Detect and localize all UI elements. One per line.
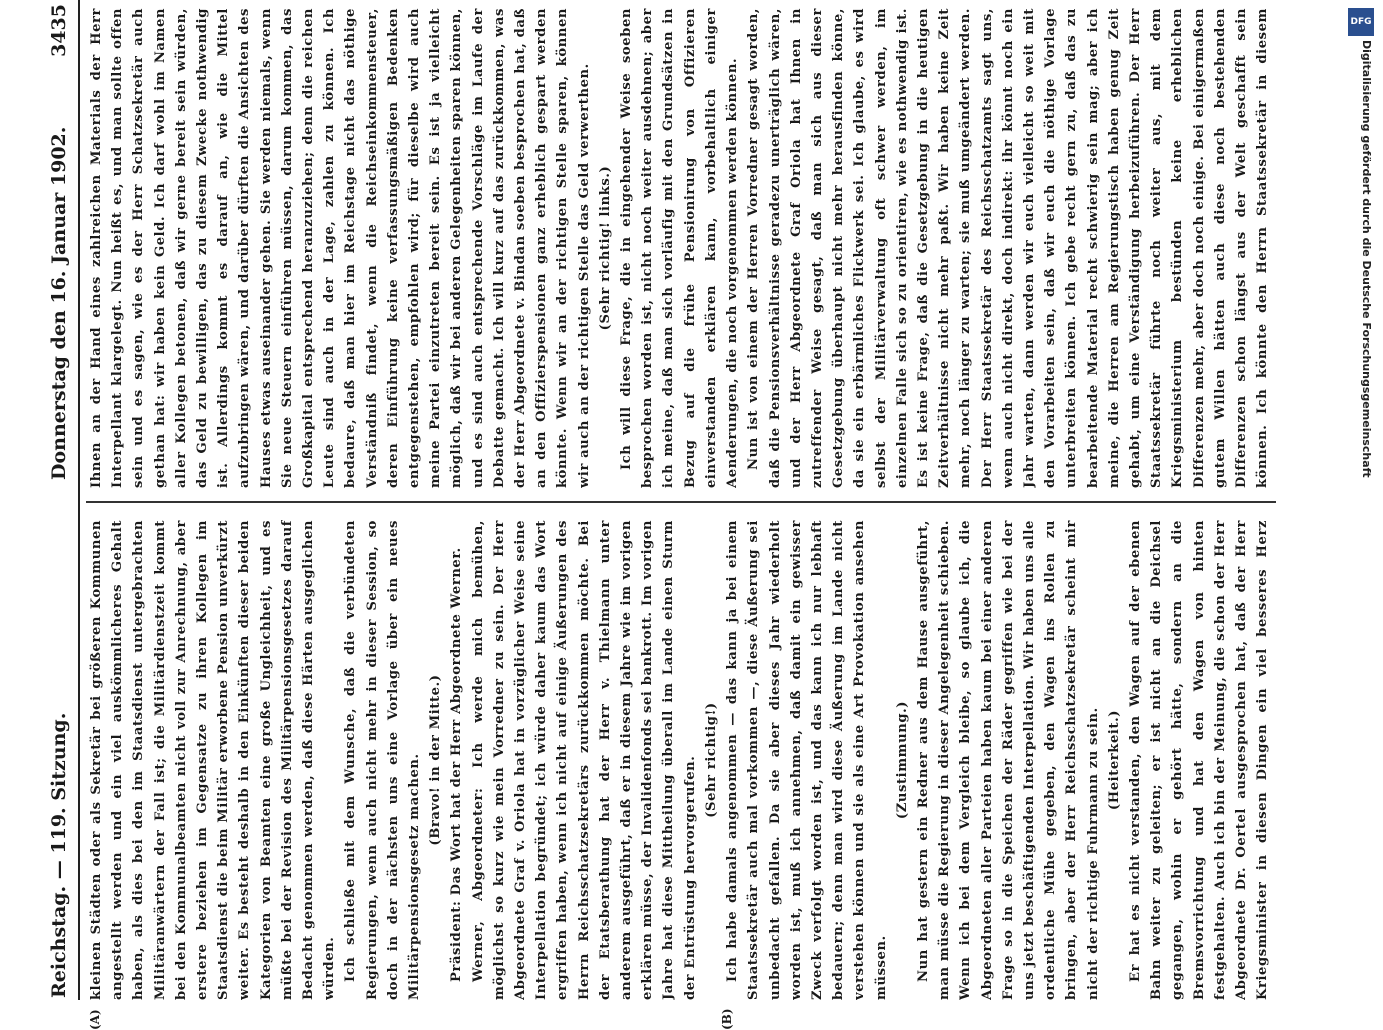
column-divider [86, 501, 1276, 503]
interjection: (Sehr richtig! links.) [595, 8, 616, 488]
header-left: Reichstag. — 119. Sitzung. [48, 713, 70, 998]
paragraph: Ich habe damals angenommen — das kann ja bei einem Staatssekretär auch mal vorkommen —, diese Äußerung sei unbedacht gefallen. Da sie aber dieses Jahr wiederholt worden ist, muß ich annehmen, daß damit ein gewisser Zweck verfolgt worden ist, und das kann ich nur lebhaft bedauern; denn man wird diese Äußerung im Lande nicht verstehen können und sie als eine Art Provokation ansehen müssen. [722, 520, 892, 1000]
paragraph: Nun hat gestern ein Redner aus dem Hause ausgeführt, man müsse die Regierung in dieser Angelegenheit schieben. Wenn ich bei dem Vergleich bleibe, so glaube ich, die Abgeordneten aller Parteien haben kaum bei einer anderen Frage so in die Speichen der Räder gegriffen wie bei der uns jetzt beschäftigenden Interpellation. Wir haben uns alle ordentliche Mühe gegeben, den Wagen ins Rollen zu bringen, aber der Herr Reichsschatzsekretär scheint mir nicht der richtige Fuhrmann zu sein. [913, 520, 1104, 1000]
paragraph: Nun ist von einem der Herren Vorredner gesagt worden, daß die Pensionsverhältnisse geradezu unerträglich wären, und der Herr Abgeordnete Graf Oriola hat Ihnen in zutreffender Weise gesagt, daß man sich aus dieser Gesetzgebung überhaupt nicht mehr herausfinden könne, da sie ein erbärmliches Flickwerk sei. Ich glaube, es wird selbst der Militärverwaltung oft schwer werden, im einzelnen Falle sich so zu orientiren, wie es nothwendig ist. Es ist keine Frage, daß die Gesetzgebung in die heutigen Zeitverhältnisse nicht mehr paßt. Wir haben keine Zeit mehr, noch länger zu warten; sie muß umgeändert werden. Der Herr Staatssekretär des Reichsschatzamts sagt uns, wenn auch nicht direkt, doch indirekt: ihr könnt noch ein Jahr warten, dann werden wir euch vielleicht so weit mit den Vorarbeiten sein, daß wir euch die nöthige Vorlage unterbreiten können. Ich gebe recht gern zu, daß das zu bearbeitende Material recht schwierig sein mag; aber ich meine, die Herren am Regierungstisch haben genug Zeit gehabt, um eine Verständigung herbeizuführen. Der Herr Staatssekretär führte noch weiter aus, mit dem Kriegsministerium bestünden keine erheblichen Differenzen mehr, aber doch noch einige. Bei einigermaßen gutem Willen hätten auch diese noch bestehenden Differenzen schon längst aus der Welt geschafft sein können. Ich könnte den Herrn Staatssekretär in diesem [743, 8, 1276, 488]
paragraph: Ich will diese Frage, die in eingehender Weise soeben besprochen worden ist, nicht noch weiter ausdehnen; aber ich meine, daß man sich vorläufig mit den Grundsätzen in Bezug auf die frühe Pensionirung von Offizieren einverstanden erklären kann, vorbehaltlich einiger Aenderungen, die noch vorgenommen werden können. [616, 8, 743, 488]
newspaper-page [44, 0, 1299, 1000]
header-date: Donnerstag den 16. Januar 1902. [48, 127, 70, 480]
interjection: (Zustimmung.) [892, 520, 913, 1000]
paragraph: kleinen Städten oder als Sekretär bei größeren Kommunen angestellt werden und ein viel auskömmlicheres Gehalt haben, als dies bei den im Staatsdienst untergebrachten Militäranwärtern der Fall ist; die Militärdienstzeit kommt bei den Kommunalbeamten nicht voll zur Anrechnung, aber erstere beziehen im Gegensatze zu ihren Kollegen im Staatsdienst die beim Militär erworbene Pension unverkürzt weiter. Es besteht deshalb in den Einkünften dieser beiden Kategorien von Beamten eine große Ungleichheit, und es müßte bei der Revision des Militärpensionsgesetzes darauf Bedacht genommen werden, daß diese Härten ausgeglichen würden. [86, 520, 340, 1000]
page-header [44, 0, 80, 1000]
marker-b: (B) [720, 1009, 734, 1030]
left-column [86, 520, 1276, 1000]
marker-a: (A) [88, 1009, 102, 1030]
interjection: (Heiterkeit.) [1104, 520, 1125, 1000]
paragraph: Ich schließe mit dem Wunsche, daß die verbündeten Regierungen, wenn auch nicht mehr in dieser Session, so doch in der nächsten uns eine Vorlage über ein neues Militärpensionsgesetz machen. [340, 520, 425, 1000]
paragraph: Werner, Abgeordneter: Ich werde mich bemühen, möglichst so kurz wie mein Vorredner zu sein. Der Herr Abgeordnete Graf v. Oriola hat in vorzüglicher Weise seine Interpellation begründet; ich würde daher kaum das Wort ergriffen haben, wenn ich nicht auf einige Äußerungen des Herrn Reichsschatzsekretärs zurückkommen möchte. Bei der Etatsberathung hat der Herr v. Thielmann unter anderem ausgeführt, daß er in diesem Jahre wie im vorigen erklären müsse, der Invalidenfonds sei bankrott. Im vorigen Jahre hat diese Mittheilung überall im Lande einen Sturm der Entrüstung hervorgerufen. [468, 520, 701, 1000]
paragraph: Präsident: Das Wort hat der Herr Abgeordnete Werner. [446, 520, 467, 1000]
dfg-logo: DFG [1348, 8, 1374, 36]
paragraph: Ihnen an der Hand eines zahlreichen Materials der Herr Interpellant klargelegt. Nun heißt es, und man sollte offen sein und es sagen, wie es der Herr Schatzsekretär auch gethan hat: wir haben kein Geld. Ich darf wohl im Namen aller Kollegen betonen, daß wir gerne bereit sein würden, das Geld zu bewilligen, das zu diesem Zwecke nothwendig ist. Allerdings kommt es darauf an, wie die Mittel aufzubringen wären, und darüber dürften die Ansichten des Hauses etwas auseinander gehen. Sie werden niemals, wenn Sie neue Steuern einführen müssen, darum kommen, das Großkapital entsprechend heranzuziehen; denn die reichen Leute sind auch in der Lage, zahlen zu können. Ich bedaure, daß man hier im Reichstage nicht das nöthige Verständniß findet, wenn die Reichseinkommensteuer, deren Einführung keine verfassungsmäßigen Bedenken entgegenstehen, empfohlen wird; für dieselbe wird auch meine Partei einzutreten bereit sein. Es ist ja vielleicht möglich, daß wir bei anderen Gelegenheiten sparen können, und es sind auch entsprechende Vorschläge im Laufe der Debatte gemacht. Ich will kurz auf das zurückkommen, was der Herr Abgeordnete v. Bindan soeben besprochen hat, daß an den Offizierspensionen ganz erheblich gespart werden könnte. Wenn wir an der richtigen Stelle sparen, können wir auch an der richtigen Stelle das Geld verwerthen. [86, 8, 595, 488]
interjection: (Sehr richtig!) [701, 520, 722, 1000]
interjection: (Bravo! in der Mitte.) [425, 520, 446, 1000]
page-number: 3435 [48, 4, 70, 57]
paragraph: Er hat es nicht verstanden, den Wagen auf der ebenen Bahn weiter zu geleiten; er ist nicht an die Deichsel gegangen, wohin er gehört hätte, sondern an die Bremsvorrichtung und hat den Wagen von hinten festgehalten. Auch ich bin der Meinung, die schon der Herr Abgeordnete Dr. Oertel ausgesprochen hat, daß der Herr Kriegsminister in diesen Dingen ein viel besseres Herz [1125, 520, 1276, 1000]
funding-note: Digitalisierung gefördert durch die Deutsche Forschungsgemeinschaft [1360, 40, 1373, 478]
right-column [86, 8, 1276, 488]
